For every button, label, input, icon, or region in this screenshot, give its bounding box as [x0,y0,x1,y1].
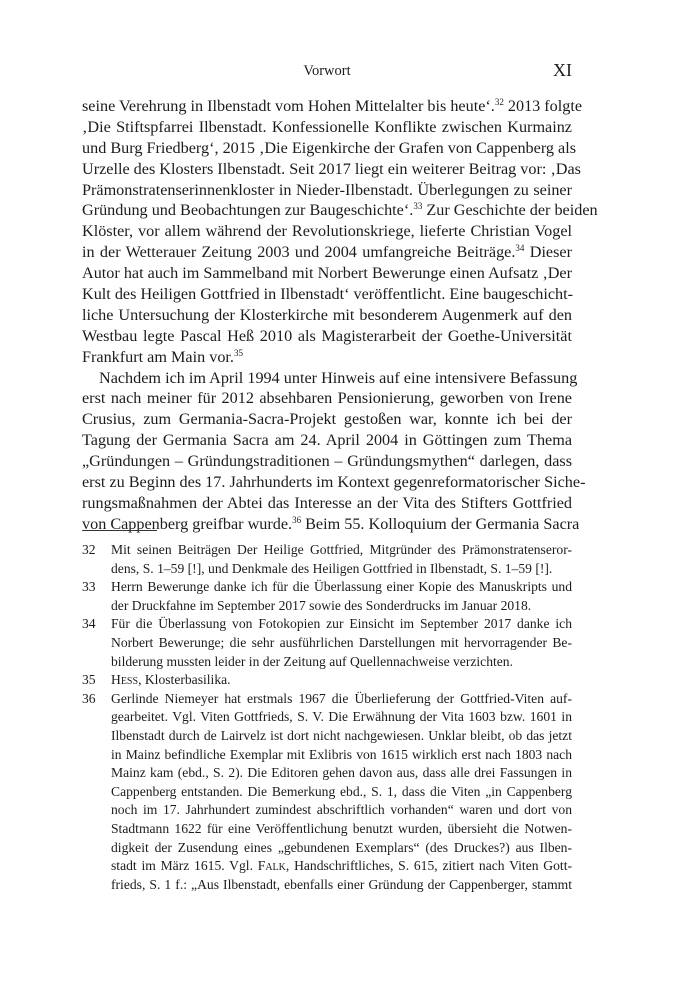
footnote-number: 35 [82,672,96,688]
text-line [82,326,572,347]
footnote-line [111,820,572,839]
line-text: Westbau legte Pascal Heß 2010 als Magisterarbeit der Goethe-Universität [82,326,572,345]
text-line [82,200,598,221]
line-text-after: Zur Geschichte der beiden [422,201,598,220]
text-line [82,347,572,368]
footnote-ref: 35 [233,347,243,358]
footnote-line-text: Norbert Bewerunge; die sehr ausführlichen Darstellungen mit hervorragender Be- [111,634,572,650]
line-text: Klöster, vor allem während der Revolutionskriege, lieferte Christian Vogel [82,222,572,241]
footnote-line-text: noch im 17. Jahrhundert zumindest abschriftlich vorhanden“ waren und dort von [111,802,572,818]
footnote [82,690,572,895]
footnote-line-text: in Mainz befindliche Exemplar mit Exlibris von 1615 wirklich erst nach 1803 nach [111,746,572,762]
line-text-after: Dieser [524,243,572,262]
footnote-number: 33 [82,579,96,595]
page-number: XI [553,60,572,80]
text-line [82,138,577,159]
line-text: Tagung der Germania Sacra am 24. April 2004 in Göttingen zum Thema [82,431,572,450]
footnote-text [111,578,572,615]
footnote-line-text: dens, S. 1–59 [!], und Denkmale des Heiligen Gottfried in Ilbenstadt, S. 1–59 [!]. [111,560,553,576]
footnote-line [111,876,572,895]
footnote-line [111,653,572,672]
footnote-line [111,801,572,820]
line-text: Autor hat auch im Sammelband mit Norbert Bewerunge einen Aufsatz ‚Der [82,264,572,283]
footnote-line-text: bilderung mussten leider in der Zeitung auf Quellennachweise verzichten. [111,653,514,669]
footnote-line [111,634,572,653]
footnote-number: 36 [82,690,96,706]
footnote-number: 34 [82,616,96,632]
footnote-line [111,764,572,783]
text-line [82,159,581,180]
line-text: seine Verehrung in Ilbenstadt vom Hohen Mittelalter bis heute‘. [82,97,495,115]
footnote [82,615,572,671]
running-title: Vorwort [303,63,351,79]
text-line [82,368,578,389]
text-line [82,96,583,117]
footnote-line-text: frieds, S. 1 f.: „Aus Ilbenstadt, ebenfalls einer Gründung der Cappenberger, stammt [111,876,572,892]
text-line [82,430,572,451]
footnote-line-text: , Klosterbasilika. [138,672,231,688]
paragraph-1 [82,96,598,368]
footnote-line-text: Gerlinde Niemeyer hat erstmals 1967 die Überlieferung der Gottfried-Viten auf- [111,690,572,706]
text-line [82,305,572,326]
footnote-line [111,727,572,746]
text-line [82,514,580,535]
footnote [82,578,572,615]
footnote-line [111,541,572,560]
text-line [82,221,572,242]
footnote-line-text: Cappenberg entstanden. Die Bemerkung ebd., S. 1, dass die Viten „in Cappenberg [111,783,572,799]
footnote-line-text: stadt im März 1615. Vgl. [111,858,258,874]
footnote-line-text: Mit seinen Beiträgen Der Heilige Gottfried, Mitgründer des Prämonstratenseror- [111,542,572,557]
text-line [82,472,586,493]
line-text-after: 2013 folgte [503,97,583,115]
footnote-line [111,708,572,727]
footnote-text [111,541,572,578]
line-text: erst nach meiner für 2012 absehbaren Pensionierung, geworben von Irene [82,389,572,408]
paragraph-2 [82,368,586,535]
footnote-ref: 36 [292,514,302,525]
line-text: Kult des Heiligen Gottfried in Ilbenstadt‘ veröffentlicht. Eine baugeschicht- [82,285,574,304]
line-text: liche Untersuchung der Klosterkirche mit besonderem Augenmerk auf den [82,305,572,324]
footnote-line [111,783,572,802]
footnote-text [111,615,572,671]
footnote-line-text: Ilbenstadt durch de Lairvelz ist dort nicht nachgewiesen. Unklar bleibt, ob das jetzt [111,727,572,743]
footnote-line-text: Mainz kam (ebd., S. 2). Die Editoren gehen davon aus, dass alle drei Fassungen in [111,765,572,781]
footnote-ref: 34 [515,243,525,254]
author-name: Heß [111,672,139,688]
author-name: Falk [257,858,286,874]
footnote-line-text: der Druckfahne im September 2017 sowie des Sonderdrucks im Januar 2018. [111,597,532,613]
line-text: Nachdem ich im April 1994 unter Hinweis auf eine intensivere Befassung [99,368,578,387]
footnote-line-text: gearbeitet. Vgl. Viten Gottfrieds, S. V. Die Erwähnung der Vita 1603 bzw. 1601 in [111,709,572,725]
footnote-line [111,560,572,579]
text-line [82,263,572,284]
line-text: ‚Die Stiftspfarrei Ilbenstadt. Konfessionelle Konflikte zwischen Kurmainz [82,117,572,136]
footnote-line-text: Herrn Bewerunge danke ich für die Überlassung einer Kopie des Manuskripts und [111,579,572,595]
footnote-line [111,615,572,634]
text-line [82,409,572,430]
footnote-text [111,690,572,895]
text-line [82,284,572,305]
footnote-line [111,857,572,876]
line-text: und Burg Friedberg‘, 2015 ‚Die Eigenkirche der Grafen von Cappenberg als [82,138,577,157]
footnote-line-text: Für die Überlassung von Fotokopien zur Einsicht im September 2017 danke ich [111,616,572,632]
text-line [82,388,572,409]
footnote-line [111,839,572,858]
text-line [82,242,572,263]
footnote-line [111,746,572,765]
line-text: in der Wetterauer Zeitung 2003 und 2004 umfangreiche Beiträge. [82,243,516,262]
line-text-after: Beim 55. Kolloquium der Germania Sacra [301,514,580,533]
footnote-ref: 33 [413,201,423,212]
body-text [82,96,598,535]
line-text: von Cappenberg greifbar wurde. [82,514,293,533]
line-text: erst zu Beginn des 17. Jahrhunderts im Kontext gegenreformatorischer Siche- [82,473,586,492]
footnote-line-text: Stadtmann 1622 für eine Veröffentlichung benutzt wurden, übersieht die Notwen- [111,820,572,836]
footnote-separator [82,530,157,531]
text-line [82,180,572,201]
text-line [82,117,572,138]
footnote-line-text: digkeit der Zusendung eines „gebundenen Exemplars“ (des Druckes?) aus Ilben- [111,839,572,855]
footnote-text [111,671,572,690]
footnote-number: 32 [82,542,96,557]
running-head [82,60,572,82]
line-text: Crusius, zum Germania-Sacra-Projekt gestoßen war, konnte ich bei der [82,410,572,429]
text-line [82,493,572,514]
footnote-line-text: , Handschriftliches, S. 615, zitiert nach Viten Gott- [285,858,572,874]
footnote-line [111,578,572,597]
text-line [82,451,572,472]
line-text: Gründung und Beobachtungen zur Baugeschichte‘. [82,201,414,220]
footnote-ref: 32 [494,97,504,107]
footnote [82,671,572,690]
footnote-line [111,690,572,709]
line-text: Urzelle des Klosters Ilbenstadt. Seit 2017 liegt ein weiterer Beitrag vor: ‚Das [82,159,581,178]
footnotes [82,541,572,894]
line-text: „Gründungen – Gründungstraditionen – Gründungsmythen“ darlegen, dass [82,452,572,471]
footnote [82,541,572,578]
line-text: Prämonstratenserinnenkloster in Nieder-Ilbenstadt. Überlegungen zu seiner [82,180,572,199]
line-text: Frankfurt am Main vor. [82,347,234,366]
line-text: rungsmaßnahmen der Abtei das Interesse an der Vita des Stifters Gottfried [82,493,572,512]
footnote-line [111,671,572,690]
footnote-line [111,597,572,616]
